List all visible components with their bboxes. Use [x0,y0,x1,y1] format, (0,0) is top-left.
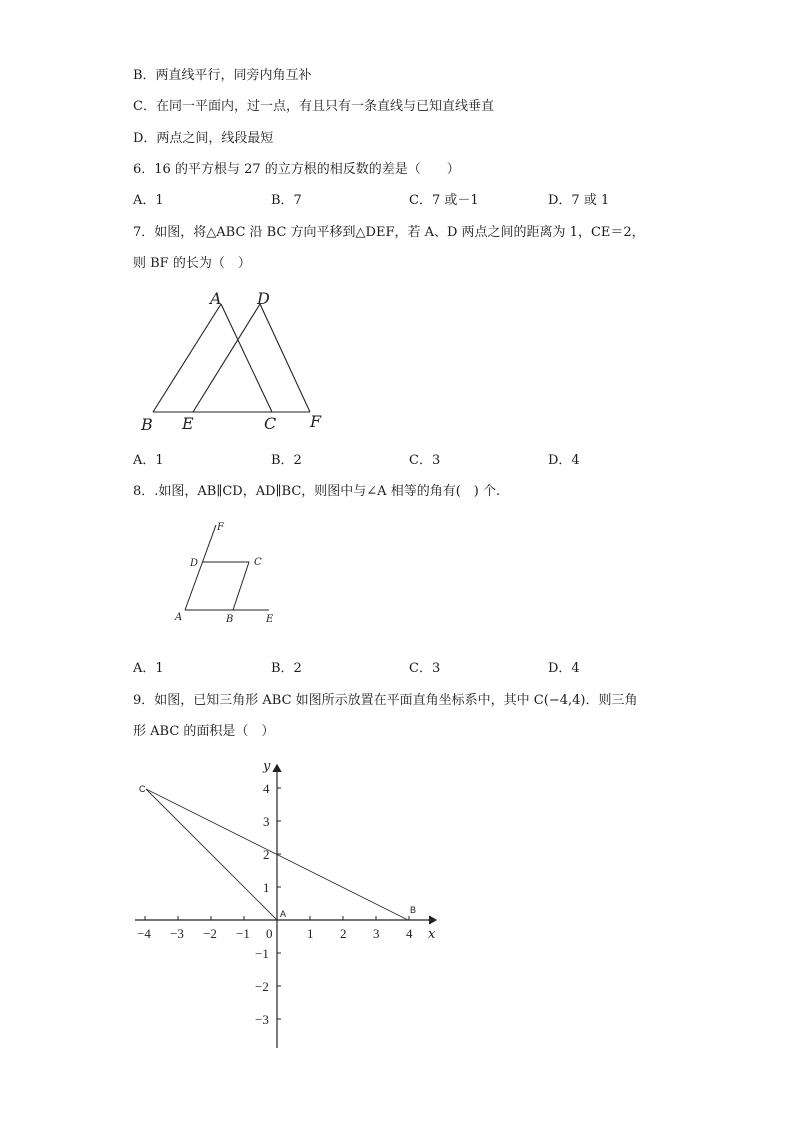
q8-label-a: A [175,612,183,623]
q5-option-b: B．两直线平行，同旁内角互补 [133,68,312,83]
q9-x-tick-label: −1 [236,926,250,941]
q9-y-tick-label: −1 [255,946,269,961]
q9-x-axis-label: x [428,927,436,942]
q9-x-tick-label: 0 [266,926,273,941]
q6-stem: 6．16 的平方根与 27 的立方根的相反数的差是（ ） [133,162,460,177]
q9-x-tick-label: 2 [340,926,347,941]
q9-point-label-a: A [280,909,287,919]
q9-y-tick-label: 3 [263,814,270,829]
q9-segment-ca [146,789,277,920]
q8-stem: 8．.如图，AB∥CD，AD∥BC，则图中与∠A 相等的角有( ) 个. [133,484,501,499]
q6-option-c: C．7 或－1 [409,193,479,208]
q7-label-b: B [141,415,153,434]
q8-option-b: B．2 [271,661,302,676]
q7-label-e: E [182,414,194,433]
q7-label-d: D [257,289,270,308]
q7-label-c: C [264,414,277,433]
q8-label-c: C [254,557,262,568]
q9-x-tick-label: 3 [373,926,380,941]
q9-y-tick-label: 1 [263,880,270,895]
q5-option-c: C．在同一平面内，过一点，有且只有一条直线与已知直线垂直 [133,99,494,114]
q7-label-a: A [210,289,222,308]
q7-label-f: F [310,412,322,431]
q9-y-tick-label: −2 [255,979,269,994]
q5-option-d: D．两点之间，线段最短 [133,131,274,146]
q9-x-tick-label: −4 [137,926,151,941]
q7-stem-line1: 7．如图，将△ABC 沿 BC 方向平移到△DEF，若 A、D 两点之间的距离为 1，CE＝2， [133,225,645,240]
q6-option-a: A．1 [133,193,164,208]
q6-option-b: B．7 [271,193,302,208]
q9-y-axis-label: y [263,759,271,774]
q7-option-c: C．3 [409,453,441,468]
q8-label-f: F [217,522,224,533]
q9-stem-line1: 9．如图，已知三角形 ABC 如图所示放置在平面直角坐标系中，其中 C(−4,4)．则三角 [133,693,638,708]
q7-option-b: B．2 [271,453,302,468]
q8-option-d: D．4 [548,661,580,676]
q9-stem-line2: 形 ABC 的面积是（ ） [133,724,275,739]
q6-option-d: D．7 或 1 [548,193,610,208]
q8-option-a: A．1 [133,661,164,676]
q9-x-tick-label: −2 [203,926,217,941]
q9-x-tick-label: 1 [307,926,314,941]
q9-point-label-b: B [410,905,417,915]
q9-x-tick-label: −3 [170,926,184,941]
q8-label-d: D [190,558,199,569]
q8-label-b: B [226,614,234,625]
q9-point-label-c: C [139,784,146,794]
q7-stem-line2: 则 BF 的长为（ ） [133,256,251,271]
q8-label-e: E [266,614,274,625]
q9-x-tick-label: 4 [406,926,413,941]
q9-y-tick-label: 2 [263,847,270,862]
q8-option-c: C．3 [409,661,441,676]
q9-y-tick-label: 4 [263,781,270,796]
q9-y-tick-label: −3 [255,1012,269,1027]
q7-option-d: D．4 [548,453,580,468]
q7-option-a: A．1 [133,453,164,468]
